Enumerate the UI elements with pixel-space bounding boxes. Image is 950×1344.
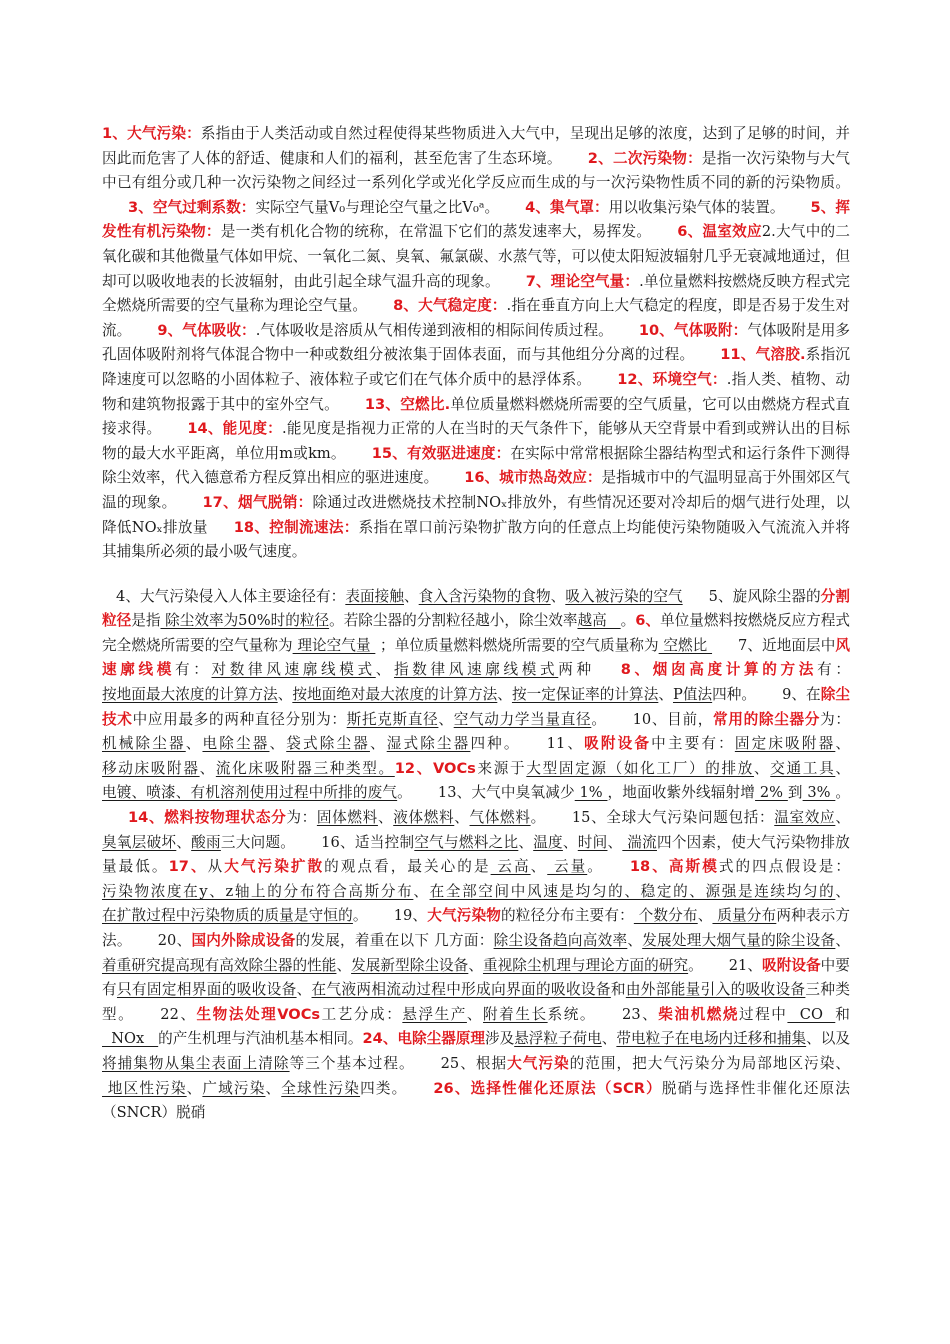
statement-text: 为： <box>820 710 850 728</box>
term-definition: 是一类有机化合物的统称，在常温下它们的蒸发速率大，易挥发。 <box>220 223 652 241</box>
term-definition: 在实际中常常根据除尘器结构型式和运行条件下测得除尘效率，代入德意希方程反算出相应的驱进速度。 <box>102 444 850 487</box>
statement-text: 、 <box>413 882 430 900</box>
statement-text: 、 <box>199 759 216 777</box>
statement-text: 、 <box>627 932 643 949</box>
answer-blank: 云量 <box>547 858 588 876</box>
term-heading: 11、气溶胶. <box>720 346 806 364</box>
term-heading: 4、集气罩： <box>525 198 609 216</box>
term-definition: 单位质量燃料燃烧所需要的空气质量，它可以由燃烧方程式直接求得。 <box>102 395 850 438</box>
statement-text: 、 <box>468 956 483 974</box>
term-heading: 10、气体吸附： <box>638 321 748 339</box>
statement-text: 13、大气中臭氧减少 <box>437 784 575 802</box>
statement-text: 15、全球大气污染问题包括： <box>571 809 775 827</box>
answer-blank: 将捕集物从集尘表面上清除 <box>102 1054 290 1072</box>
answer-blank: 污染物浓度在y、z轴上的分布符合高斯分布 <box>102 882 414 900</box>
statement-text: 、 <box>377 809 394 827</box>
answer-blank: 悬浮粒子荷电 <box>514 1030 602 1048</box>
statement-text: 、 <box>835 932 850 949</box>
term-heading: 9、气体吸收： <box>157 321 256 339</box>
keyword: 12、VOCs <box>394 759 476 777</box>
fill-in-paragraph <box>102 585 850 1126</box>
statement-text: 单位量燃料按燃烧反应方程式完全燃烧所需要的空气量称为 <box>102 612 850 654</box>
answer-blank: 2% <box>755 784 788 802</box>
term-heading: 14、能见度： <box>187 420 282 438</box>
statement-text: 和 <box>610 981 626 999</box>
statement-text: 。 <box>587 858 604 876</box>
answer-blank: 空气动力学当量直径 <box>453 710 592 728</box>
term-heading: 6、温室效应 <box>677 223 762 241</box>
keyword: 8、烟囱高度计算的方法 <box>620 661 818 679</box>
term-heading: 7、理论空气量： <box>525 272 640 290</box>
term-heading: 3、空气过剩系数： <box>128 198 256 216</box>
answer-blank: 由外部能量引入的吸收设备 <box>625 981 806 999</box>
statement-text: 两种表示方法。 <box>102 907 850 949</box>
statement-text: 系统。 <box>547 1005 597 1023</box>
statement-text: 10、目前， <box>632 710 714 728</box>
statement-text: 、 <box>658 686 673 704</box>
statement-text: 、 <box>375 661 394 679</box>
statement-text: 、 <box>835 882 850 900</box>
answer-blank: CO <box>787 1005 836 1023</box>
statement-text: 、 <box>454 809 470 827</box>
statement-text: 23、 <box>622 1005 659 1023</box>
term-heading: 1、大气污染： <box>102 125 201 142</box>
statement-text: 、 <box>835 809 850 827</box>
statement-text: 19、 <box>393 907 428 925</box>
statement-text: 。 <box>688 956 703 974</box>
statement-text: 、 <box>835 735 850 753</box>
answer-blank: NOx <box>102 1030 159 1048</box>
term-heading: 2、二次污染物： <box>587 149 702 167</box>
statement-text: 、 <box>466 1005 484 1023</box>
statement-text: 、 <box>697 907 713 925</box>
term-heading: 5、挥发性有机污染物： <box>102 198 850 241</box>
keyword: 大气污染扩散 <box>224 858 325 876</box>
statement-text: 到 <box>787 784 803 802</box>
statement-text: 、 <box>835 759 850 777</box>
statement-text: 、 <box>269 735 287 753</box>
statement-text: 的产生机理与汽油机基本相同。 <box>158 1030 363 1048</box>
statement-text: 7、近地面层中 <box>738 636 836 654</box>
statement-text: 四种。 <box>712 686 757 704</box>
term-heading: 8、大气稳定度： <box>393 297 507 315</box>
keyword: 吸附设备 <box>584 735 652 753</box>
answer-blank: 湿式除尘器 <box>386 735 471 753</box>
statement-text: 5、旋风除尘器的 <box>708 587 821 605</box>
keyword: 分割粒径 <box>102 587 850 630</box>
statement-text: ；单位质量燃料燃烧所需要的空气质量称为 <box>375 636 659 654</box>
statement-text: 。若除尘器的分割粒径越小，除尘效率 <box>329 612 578 630</box>
keyword: 17、 <box>168 858 208 876</box>
term-heading: 16、城市热岛效应： <box>464 469 602 487</box>
statement-text: 、 <box>518 833 534 851</box>
answer-blank: 除尘设备趋向高效率 <box>493 932 628 949</box>
answer-blank: 只有固定相界面的吸收设备 <box>116 981 297 999</box>
term-heading: 13、空燃比. <box>364 395 451 413</box>
answer-blank: 越高 <box>577 612 621 630</box>
statement-text: 、 <box>497 686 512 704</box>
term-heading: 15、有效驱进速度： <box>371 444 511 462</box>
term-definition: 用以收集污染气体的装置。 <box>608 198 785 216</box>
statement-text: 中主要有： <box>651 735 735 753</box>
keyword: 吸附设备 <box>762 956 821 974</box>
term-definition: 系指沉降速度可以忽略的小固体粒子、液体粒子或它们在气体介质中的悬浮体系。 <box>102 346 850 388</box>
answer-blank: 广域污染 <box>202 1079 266 1097</box>
statement-text: 、 <box>277 686 293 704</box>
term-definition: 系指由于人类活动或自然过程使得某些物质进入大气中，呈现出足够的浓度，达到了足够的时间，并因此而危害了人体的舒适、健康和人们的福利，甚至危害了生态环境。 <box>102 125 850 167</box>
answer-blank: 质量分布 <box>712 907 777 925</box>
statement-text: 从 <box>207 858 225 876</box>
statement-text: 等三个基本过程。 <box>289 1054 415 1072</box>
answer-blank: 3% <box>802 784 836 802</box>
answer-blank: 空气与燃料之比 <box>414 833 519 851</box>
answer-blank: 食入含污染物的食物 <box>418 587 551 605</box>
answer-blank: 表面接触 <box>345 587 404 605</box>
answer-blank: 按一定保证率的计算法 <box>511 686 659 704</box>
statement-text: 、 <box>601 1030 617 1048</box>
keyword: 14、燃料按物理状态分 <box>128 809 287 827</box>
answer-blank: 液体燃料 <box>393 809 455 827</box>
answer-blank: 全球性污染 <box>281 1079 361 1097</box>
statement-text: 、 <box>550 587 566 605</box>
term-definition: 气体吸附是用多孔固体吸附剂将气体混合物中一种或数组分被浓集于固体表面，而与其他组分分离的过程。 <box>102 321 850 364</box>
statement-text: 、 <box>186 1079 203 1097</box>
statement-text: ，地面收紫外线辐射增 <box>607 784 756 802</box>
statement-text: 式的四点假设是： <box>718 858 850 876</box>
answer-blank: 移动床吸附器 <box>102 759 200 777</box>
statement-text: 四种。 <box>470 735 521 753</box>
statement-text: 、 <box>185 735 203 753</box>
term-definition: 是指城市中的气温明显高于外围郊区气温的现象。 <box>102 469 850 511</box>
term-definition: 2.大气中的二氧化碳和其他微量气体如甲烷、一氧化二氮、臭氧、氟氯碳、水蒸气等，可以使太阳短波辐射几乎无衰减地通过，但却可以吸收地表的长波辐射，由此引起全球气温升高的现象。 <box>102 223 850 290</box>
answer-blank: 固体燃料 <box>316 809 378 827</box>
term-definition: .能见度是指视力正常的人在当时的天气条件下，能够从天空背景中看到或辨认出的目标物的最大水平距离，单位用m或km。 <box>102 420 850 462</box>
statement-text: 、 <box>607 833 623 851</box>
statement-text: 、 <box>404 587 419 605</box>
statement-text: 、 <box>336 956 352 974</box>
keyword: 6、 <box>635 612 661 630</box>
statement-text: 三大问题。 <box>220 833 296 851</box>
answer-blank: 个数分布 <box>633 907 698 925</box>
statement-text: 两种 <box>558 661 595 679</box>
answer-blank: 悬浮生产 <box>402 1005 467 1023</box>
answer-blank: 机械除尘器 <box>102 735 186 753</box>
statement-text: 、 <box>265 1079 282 1097</box>
term-heading: 12、环境空气： <box>617 370 727 388</box>
term-definition: .指人类、植物、动物和建筑物报露于其中的室外空气。 <box>102 370 850 413</box>
keyword: 大气污染物 <box>427 907 501 925</box>
keyword: 24、电除尘器原理 <box>362 1030 485 1048</box>
statement-text: 。 <box>620 612 636 630</box>
answer-blank: 1% <box>574 784 608 802</box>
term-definition: .气体吸收是溶质从气相传递到液相的相际间传质过程。 <box>255 321 613 339</box>
statement-text: 、 <box>176 833 192 851</box>
statement-text: 。 <box>352 907 368 925</box>
keyword: 柴油机燃烧 <box>658 1005 739 1023</box>
statement-text: 、 <box>562 833 578 851</box>
answer-blank: 斯托克斯直径 <box>346 710 439 728</box>
answer-blank: P值法 <box>672 686 713 704</box>
statement-text: 、 <box>530 858 548 876</box>
statement-text: 16、适当控制 <box>321 833 415 851</box>
statement-text: 、 <box>296 981 312 999</box>
statement-text: 。 <box>835 784 850 802</box>
statement-text: 、 <box>369 735 387 753</box>
statement-text: 来源于 <box>475 759 527 777</box>
term-heading: 18、控制流速法： <box>233 518 359 536</box>
answer-blank: 对数律风速廓线模式 <box>211 661 376 679</box>
statement-text: 是指 <box>131 612 161 630</box>
statement-text: 的范围，把大气污染分为局部地区污染、 <box>569 1054 850 1072</box>
statement-text: 的观点看，最关心的是 <box>324 858 491 876</box>
statement-text: 过程中 <box>739 1005 788 1023</box>
answer-blank: 流化床吸附器三种类型。 <box>215 759 395 777</box>
answer-blank: 着重研究提高现有高效除尘器的性能 <box>102 956 337 974</box>
statement-text: 、 <box>754 759 771 777</box>
statement-text: 有： <box>175 661 212 679</box>
statement-text: 的粒径分布主要有： <box>501 907 634 925</box>
term-definition: .指在垂直方向上大气稳定的程度，即是否易于发生对流。 <box>102 297 850 339</box>
statement-text: 21、 <box>728 956 763 974</box>
answer-blank: 臭氧层破坏 <box>102 833 177 851</box>
answer-blank: 带电粒子在电场内迁移和捕集 <box>616 1030 807 1048</box>
answer-blank: 湍流 <box>622 833 657 851</box>
statement-text: 11、 <box>546 735 585 753</box>
answer-blank: 按地面绝对最大浓度的计算方法 <box>292 686 498 704</box>
term-definition: 是指一次污染物与大气中已有组分或几种一次污染物之间经过一系列化学或光化学反应而生成的与一次污染物性质不同的新的污染物质。 <box>102 149 850 192</box>
answer-blank: 理论空气量 <box>292 636 376 654</box>
definitions-paragraph <box>102 122 850 565</box>
keyword: 国内外除成设备 <box>191 932 296 949</box>
keyword: 风速廓线模 <box>102 636 850 679</box>
statement-text: 中要有 <box>102 956 850 999</box>
answer-blank: 在扩散过程中污染物质的质量是守恒的 <box>102 907 353 925</box>
keyword: 26、选择性催化还原法（SCR） <box>433 1079 662 1097</box>
answer-blank: 发展处理大烟气量的除尘设备 <box>642 932 836 949</box>
statement-text: 三种类型。 <box>102 981 850 1023</box>
answer-blank: 云高 <box>490 858 531 876</box>
answer-blank: 按地面最大浓度的计算方法 <box>102 686 278 704</box>
answer-blank: 附着生长 <box>483 1005 548 1023</box>
statement-text: 20、 <box>157 932 192 949</box>
answer-blank: 电镀、喷漆、有机溶剂使用过程中所排的废气 <box>102 784 398 802</box>
statement-text: 25、根据 <box>440 1054 508 1072</box>
statement-text: 、 <box>438 710 454 728</box>
answer-blank: 吸入被污染的空气 <box>565 587 683 605</box>
statement-text: 涉及 <box>485 1030 515 1048</box>
answer-blank: 温度 <box>533 833 563 851</box>
answer-blank: 袋式除尘器 <box>286 735 370 753</box>
statement-text: 脱硝与选择性非催化还原法（SNCR）脱硝 <box>102 1079 850 1122</box>
answer-blank: 固定床吸附器 <box>734 735 836 753</box>
answer-blank: 指数律风速廓线模式 <box>394 661 559 679</box>
term-definition: 除通过改进燃烧技术控制NOₓ排放外，有些情况还要对冷却后的烟气进行处理，以降低NOₓ排放量 <box>102 493 850 536</box>
document-page <box>102 122 850 1126</box>
keyword: 大气污染 <box>507 1054 570 1072</box>
keyword: 常用的除尘器分 <box>713 710 821 728</box>
answer-blank: 除尘效率为50%时的粒径 <box>160 612 330 630</box>
answer-blank: 空燃比 <box>658 636 713 654</box>
statement-text: 。 <box>591 710 607 728</box>
answer-blank: 地区性污染 <box>102 1079 187 1097</box>
term-heading: 17、烟气脱销： <box>202 493 313 511</box>
statement-text: 四类。 <box>360 1079 408 1097</box>
answer-blank: 气体燃料 <box>469 809 531 827</box>
term-definition: 实际空气量V₀与理论空气量之比V₀ᵃ。 <box>255 198 500 216</box>
keyword: 18、高斯模 <box>629 858 719 876</box>
statement-text: 的发展，着重在以下 几方面： <box>295 932 494 949</box>
answer-blank: 在气液两相流动过程中形成向界面的吸收设备 <box>311 981 611 999</box>
statement-text: 四个因素，使大气污染物排放量最低。 <box>102 833 850 876</box>
term-definition: .单位量燃料按燃烧反映方程式完全燃烧所需要的空气量称为理论空气量。 <box>102 272 850 315</box>
keyword: 除尘技术 <box>102 686 850 728</box>
statement-text: 22、 <box>160 1005 197 1023</box>
statement-text: 、以及 <box>806 1030 850 1048</box>
statement-text: 中应用最多的两种直径分别为： <box>132 710 347 728</box>
statement-text: 。 <box>397 784 412 802</box>
term-definition: 系指在罩口前污染物扩散方向的任意点上均能使污染物随吸入气流流入并将其捕集所必须的最小吸气速度。 <box>102 518 850 561</box>
answer-blank: 酸雨 <box>191 833 221 851</box>
answer-blank: 大型固定源（如化工厂）的排放 <box>526 759 755 777</box>
keyword: 生物法处理VOCs <box>196 1005 321 1023</box>
statement-text: 有： <box>817 661 850 679</box>
statement-text: 和 <box>835 1005 850 1023</box>
statement-text: 为： <box>286 809 317 827</box>
answer-blank: 重视除尘机理与理论方面的研究 <box>482 956 689 974</box>
answer-blank: 电除尘器 <box>202 735 270 753</box>
answer-blank: 在全部空间中风速是均匀的、稳定的、源强是连续均匀的 <box>429 882 836 900</box>
statement-text: 工艺分成： <box>320 1005 403 1023</box>
statement-text: 4、大气污染侵入人体主要途径有： <box>116 587 346 605</box>
statement-text: 。 <box>530 809 546 827</box>
answer-blank: 交通工具 <box>770 759 836 777</box>
answer-blank: 温室效应 <box>774 809 836 827</box>
answer-blank: 时间 <box>577 833 608 851</box>
answer-blank: 发展新型除尘设备 <box>351 956 469 974</box>
statement-text: 9、在 <box>782 686 821 704</box>
